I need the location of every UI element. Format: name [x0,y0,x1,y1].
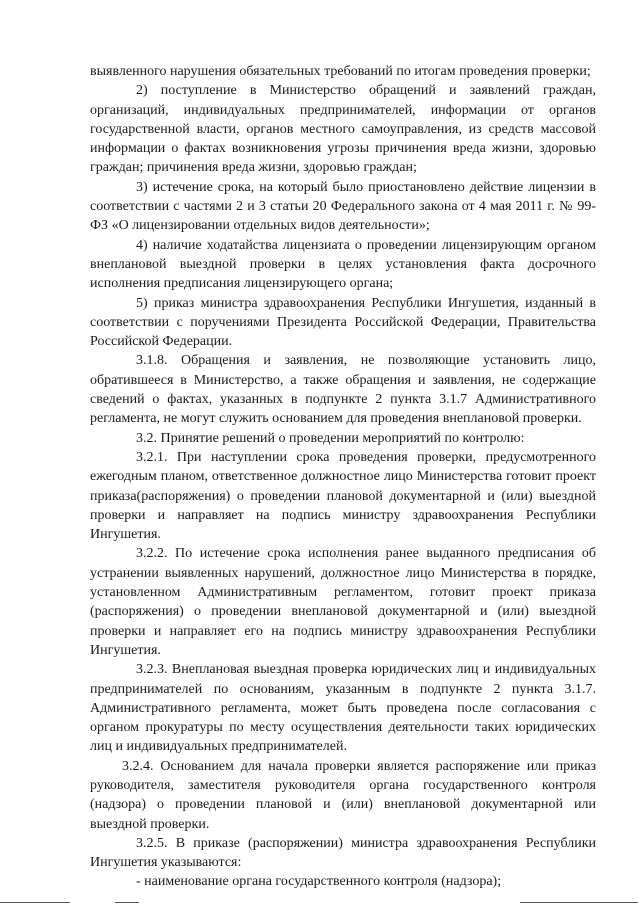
paragraph-3-2-4: 3.2.4. Основанием для начала проверки является распоряжение или приказ руководителя, заместителя руководителя органа государственного контроля (надзора) о проведении плановой и (или) внеплановой документарной или выездной проверки. [90,758,596,832]
scan-artifact-line-left [0,902,70,903]
paragraph-3-1-8: 3.1.8. Обращения и заявления, не позволяющие установить лицо, обратившееся в Министерство, а также обращения и заявления, не содержащие сведений о фактах, указанных в подпункте 2 пункта 3.1.7 Административного регламента, не могут служить основанием для проведения внеплановой проверки. [90,353,596,427]
scan-artifact-line-right [520,902,638,903]
paragraph-3-2-5: 3.2.5. В приказе (распоряжении) министра здравоохранения Республики Ингушетия указываются: [90,835,596,871]
paragraph-item-4: 4) наличие ходатайства лицензиата о проведении лицензирующим органом внеплановой выездной проверки в целях установления факта досрочного исполнения предписания лицензирующего органа; [90,237,596,292]
paragraph-list-item-1: - наименование органа государственного контроля (надзора); [136,874,502,890]
paragraph-3-2-1: 3.2.1. При наступлении срока проведения проверки, предусмотренного ежегодным планом, ответственное должностное лицо Министерства готовит проект приказа(распоряжения) о проведении плановой документарной и (или) выездной проверки и направляет на подпись министру здравоохранения Республики Ингушетия. [90,449,596,543]
scan-artifact-line-center [115,902,139,903]
paragraph-item-3: 3) истечение срока, на который было приостановлено действие лицензии в соответствии с частями 2 и 3 статьи 20 Федерального закона от 4 мая 2011 г. № 99-ФЗ «О лицензировании отдельных видов деятельности»; [90,179,596,234]
document-body [90,62,596,892]
paragraph-item-5: 5) приказ министра здравоохранения Республики Ингушетия, изданный в соответствии с поручениями Президента Российской Федерации, Правительства Российской Федерации. [90,295,596,350]
paragraph-item-2: 2) поступление в Министерство обращений и заявлений граждан, организаций, индивидуальных предпринимателей, информации от органов государственной власти, органов местного самоуправления, из средств массовой информации о фактах возникновения угрозы причинения вреда жизни, здоровью граждан; причинения вреда жизни, здоровью граждан; [90,83,596,176]
paragraph-3-2-2: 3.2.2. По истечение срока исполнения ранее выданного предписания об устранении выявленных нарушений, должностное лицо Министерства в порядке, установленном Административным регламентом, готовит проект приказа (распоряжения) о проведении внеплановой документарной и (или) выездной проверки и направляет его на подпись министру здравоохранения Республики Ингушетия. [90,546,596,658]
paragraph-3-2: 3.2. Принятие решений о проведении мероприятий по контролю: [136,430,525,446]
paragraph-intro-continuation: выявленного нарушения обязательных требований по итогам проведения проверки; [90,64,591,79]
paragraph-3-2-3: 3.2.3. Внеплановая выездная проверка юридических лиц и индивидуальных предпринимателей по основаниям, указанным в подпункте 2 пункта 3.1.7. Административного регламента, может быть проведена после согласования с органом прокуратуры по месту осуществления деятельности таких юридических лиц и индивидуальных предпринимателей. [90,662,596,755]
